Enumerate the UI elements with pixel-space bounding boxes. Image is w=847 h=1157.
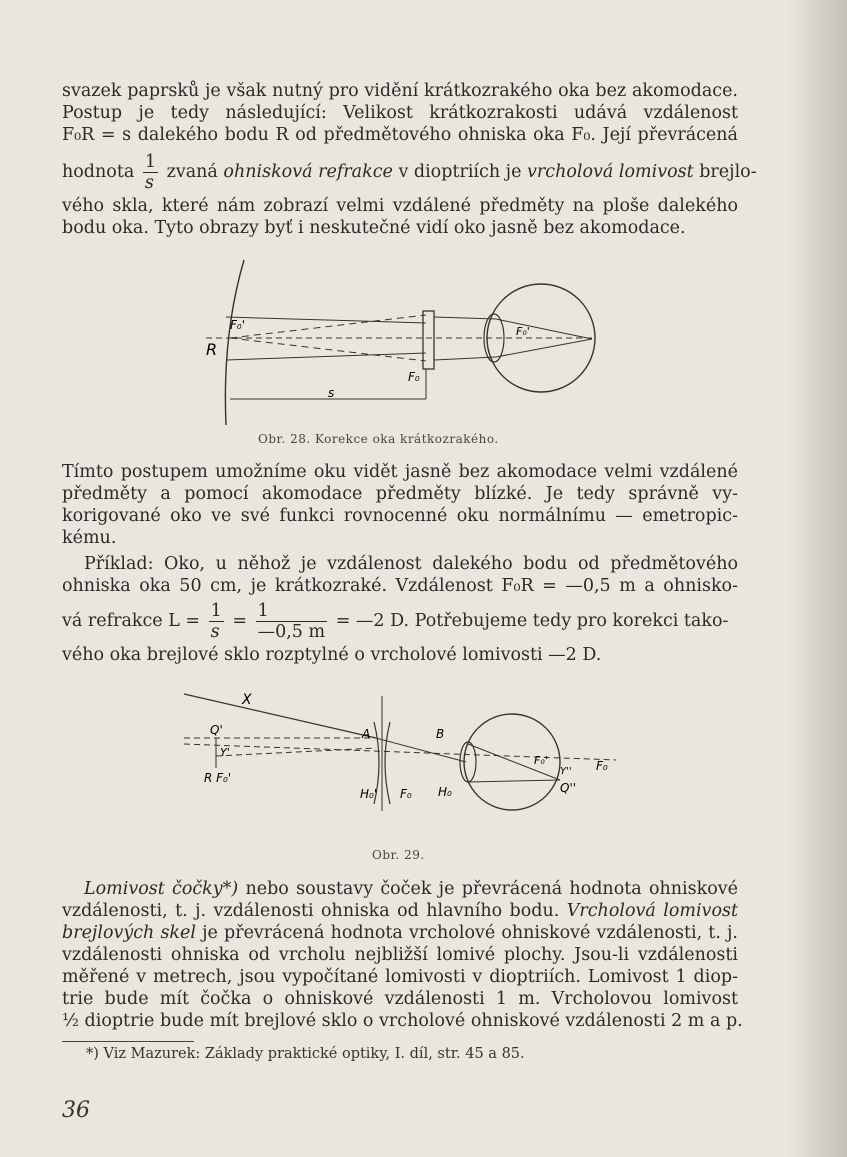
paragraph-conclusion [62, 461, 738, 549]
text: zvaná [166, 162, 218, 182]
ray-dashed-lower [216, 748, 376, 756]
label-h0-prime: H₀' [360, 787, 378, 801]
text: nebo soustavy čoček je převrácená hodnota ohniskové [238, 879, 738, 899]
page-number: 36 [62, 1098, 90, 1123]
text-line: vzdálenosti ohniska od vrcholu nejbližší lomivé plochy. Jsou-li vzdálenosti [62, 945, 738, 965]
paragraph-definition [62, 878, 743, 1032]
text: hodnota [62, 162, 135, 182]
label-y: Y' [220, 746, 230, 759]
fraction-denominator: —0,5 m [257, 622, 326, 642]
text-line: Příklad: Oko, u něhož je vzdálenost dalekého bodu od předmětového [84, 554, 738, 574]
text: brejlo- [699, 162, 757, 182]
text-line-with-fraction [62, 152, 757, 193]
text-line: bodu oka. Tyto obrazy byť i neskutečné vidí oko jasně bez akomodace. [62, 218, 686, 238]
text: je převrácená hodnota vrcholové ohniskové vzdálenosti, t. j. [195, 923, 738, 943]
fraction-denominator: s [210, 622, 220, 642]
text-line: kému. [62, 528, 117, 548]
footnote-rule [62, 1041, 194, 1042]
figure-29-lens-eye-diagram [176, 686, 636, 846]
text-line: korigované oko ve své funkci rovnocenné oku normálnímu — emetropic- [62, 506, 738, 526]
label-f-prime: F₀' [534, 754, 548, 767]
text-line: ohniska oka 50 cm, je krátkozraké. Vzdálenost F₀R = —0,5 m a ohnisko- [62, 576, 738, 596]
text-line: F₀R = s dalekého bodu R od předmětového ohniska oka F₀. Její převrácená [62, 125, 738, 145]
label-fx: F₀' [516, 325, 530, 338]
label-f2: F₀ [596, 759, 608, 773]
fraction-denominator: s [144, 173, 154, 193]
text-line [62, 900, 738, 922]
fraction-1-over-s [143, 152, 158, 193]
text-line [62, 922, 738, 944]
text-line-with-fractions [62, 601, 738, 642]
text-line: vého oka brejlové sklo rozptylné o vrcholové lomivosti —2 D. [62, 645, 602, 665]
label-f: F₀ [400, 787, 412, 801]
ray-in-eye-1 [496, 319, 592, 339]
label-x: X [242, 692, 252, 708]
text-line: svazek paprsků je však nutný pro vidění krátkozrakého oka bez akomodace. [62, 81, 738, 101]
label-r-f0: R F₀' [204, 771, 232, 785]
label-b: B [436, 727, 445, 741]
eye-lens [460, 742, 476, 782]
text: vá refrakce L = [62, 611, 201, 631]
far-point-arc [225, 260, 244, 425]
figure-28-caption: Obr. 28. Korekce oka krátkozrakého. [258, 432, 499, 446]
paragraph-example [62, 553, 738, 666]
paragraph-intro [62, 80, 757, 239]
label-s: s [328, 386, 335, 400]
spectacle-lens [423, 311, 434, 369]
label-q: Q' [210, 723, 223, 737]
label-y2: Y'' [560, 766, 572, 777]
term-vrcholova-lomivost: vrcholová lomivost [527, 162, 694, 182]
label-a: A [362, 727, 371, 741]
fraction-1-over-s [209, 601, 224, 642]
page-edge-shadow [787, 0, 847, 1157]
text-line: Tímto postupem umožníme oku vidět jasně bez akomodace velmi vzdálené [62, 462, 738, 482]
fraction-1-over-minus-half [256, 601, 328, 642]
text-line: předměty a pomocí akomodace předměty blízké. Je tedy správně vy- [62, 484, 738, 504]
fraction-numerator: 1 [144, 152, 157, 172]
text-line: ½ dioptrie bude mít brejlové sklo o vrcholové ohniskové vzdálenosti 2 m a p. [62, 1011, 743, 1031]
diverging-lens-right [385, 722, 390, 804]
label-f0-prime: F₀' [230, 318, 246, 332]
fraction-numerator: 1 [210, 601, 222, 621]
text-line: Postup je tedy následující: Velikost krátkozrakosti udává vzdálenost [62, 103, 738, 123]
footnote: *) Viz Mazurek: Základy praktické optiky, I. díl, str. 45 a 85. [86, 1046, 525, 1062]
term-brejlovych-skel: brejlových skel [62, 923, 196, 943]
figure-28-myopia-correction-diagram [196, 255, 606, 435]
text: = —2 D. Potřebujeme tedy pro korekci tako- [335, 611, 729, 631]
label-r: R [206, 340, 218, 359]
fraction-numerator: 1 [256, 601, 328, 622]
ray-to-eye-2 [434, 357, 496, 360]
text-line: vého skla, které nám zobrazí velmi vzdálené předměty na ploše dalekého [62, 196, 738, 216]
ray-dashed-2 [230, 338, 426, 361]
ray-upper [226, 317, 426, 323]
label-h0: H₀ [438, 785, 452, 799]
label-f0: F₀ [408, 370, 420, 384]
ray-lower [226, 353, 426, 360]
text-line: trie bude mít čočka o ohniskové vzdálenosti 1 m. Vrcholovou lomivost [62, 989, 738, 1009]
text: = [232, 611, 248, 631]
text-line [62, 878, 738, 900]
label-q2: Q'' [560, 781, 577, 795]
ray-eye-2 [468, 780, 560, 782]
term-lomivost-cocky: Lomivost čočky*) [84, 879, 239, 899]
ray-in-eye-2 [496, 339, 592, 357]
term-ohniskova-refrakce: ohnisková refrakce [223, 162, 393, 182]
ray-out [376, 738, 466, 762]
ray-to-eye-1 [434, 317, 496, 319]
term-vrcholova-lomivost: Vrcholová lomivost [566, 901, 738, 921]
text-line: měřené v metrech, jsou vypočítané lomivosti v dioptriích. Lomivost 1 diop- [62, 967, 738, 987]
axis-dashed [184, 744, 616, 760]
text: v dioptriích je [398, 162, 522, 182]
text: vzdálenosti, t. j. vzdálenosti ohniska od hlavního bodu. [62, 901, 567, 921]
figure-29-caption: Obr. 29. [372, 848, 425, 862]
